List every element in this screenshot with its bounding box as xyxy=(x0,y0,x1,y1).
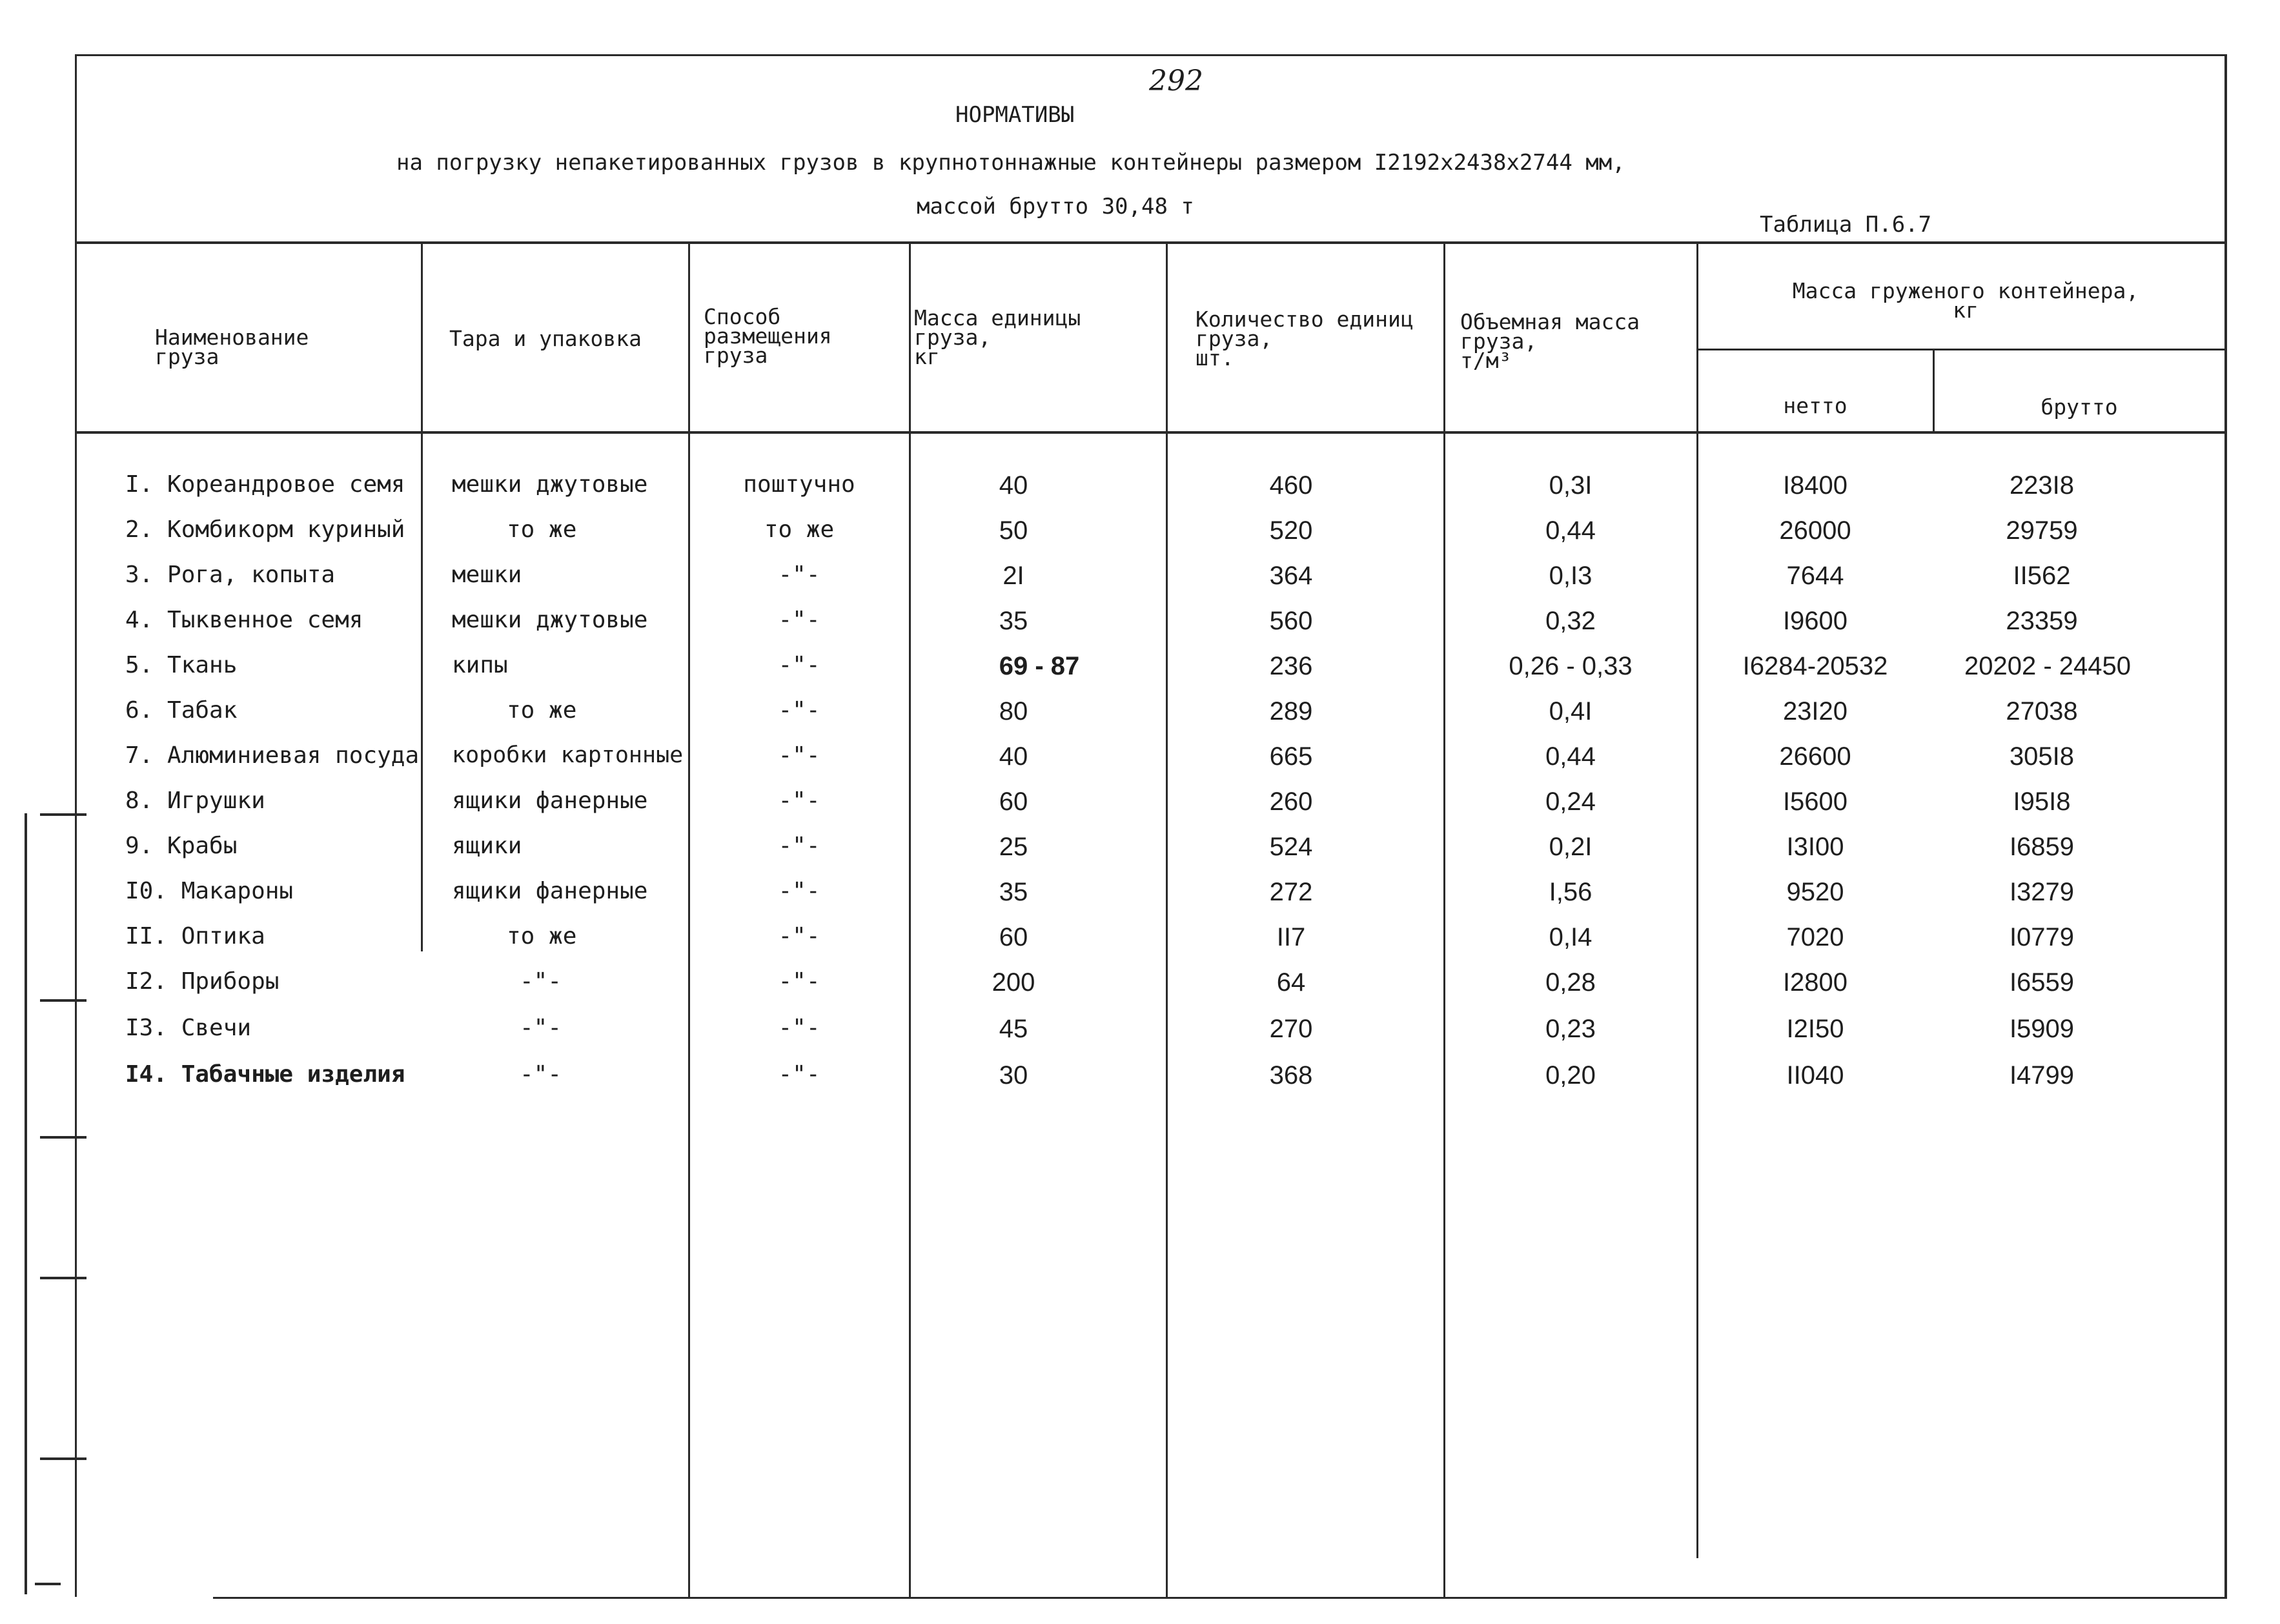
document-title: НОРМАТИВЫ xyxy=(955,102,1075,128)
cell-unit-mass: 2I xyxy=(1003,562,1024,590)
cell-density: 0,I3 xyxy=(1549,562,1593,590)
col-divider-7 xyxy=(1933,349,1935,431)
table-row xyxy=(0,562,2280,600)
cell-cargo-name: I0. Макароны xyxy=(125,878,294,904)
header-placement-method: Способ размещения груза xyxy=(704,304,832,368)
cell-density: 0,44 xyxy=(1545,516,1596,545)
margin-stamp-divider xyxy=(40,1277,87,1279)
header-loaded-mass: Масса груженого контейнера, кг xyxy=(1792,278,2139,323)
cell-count: 270 xyxy=(1269,1015,1313,1043)
table-top-line xyxy=(76,241,2227,244)
cell-density: I,56 xyxy=(1549,878,1593,906)
header-unit-count: Количество единиц груза, шт. xyxy=(1196,307,1414,370)
cell-method: -"- xyxy=(778,697,820,724)
cell-count: 260 xyxy=(1269,787,1313,816)
cell-density: 0,24 xyxy=(1545,787,1596,816)
cell-gross: 305I8 xyxy=(2009,742,2075,771)
cell-gross: I5909 xyxy=(2009,1015,2075,1043)
cell-method: -"- xyxy=(778,923,820,949)
cell-unit-mass: 200 xyxy=(992,968,1035,997)
table-row xyxy=(0,471,2280,510)
cell-gross: I95I8 xyxy=(2013,787,2071,816)
cell-net: I5600 xyxy=(1782,787,1848,816)
cell-packaging: мешки джутовые xyxy=(452,607,648,633)
cell-unit-mass: 30 xyxy=(999,1061,1028,1090)
cell-cargo-name: 5. Ткань xyxy=(125,652,238,678)
margin-stamp-divider xyxy=(40,1457,87,1460)
cell-unit-mass: 35 xyxy=(999,607,1028,635)
table-row xyxy=(0,1015,2280,1053)
table-row xyxy=(0,923,2280,962)
cell-cargo-name: I. Кореандровое семя xyxy=(125,471,405,498)
header-unit-mass: Масса единицы груза, кг xyxy=(914,305,1081,369)
cell-method: -"- xyxy=(778,968,820,995)
cell-unit-mass: 60 xyxy=(999,923,1028,951)
document-subtitle-line1: на погрузку непакетированных грузов в крупнотоннажные контейнеры размером I2192x2438x2744 мм, xyxy=(396,150,1625,176)
cell-packaging: коробки картонные xyxy=(452,742,684,768)
cell-gross: I3279 xyxy=(2009,878,2075,906)
cell-packaging: ящики фанерные xyxy=(452,878,648,904)
table-row xyxy=(0,742,2280,781)
col-divider-2 xyxy=(688,241,690,1597)
table-row xyxy=(0,697,2280,736)
cell-method: -"- xyxy=(778,562,820,588)
cell-net: I8400 xyxy=(1782,471,1848,500)
cell-count: 460 xyxy=(1269,471,1313,500)
cell-method: -"- xyxy=(778,607,820,633)
margin-stamp-divider xyxy=(40,813,87,816)
header-gross: брутто xyxy=(2041,394,2118,420)
cell-count: 560 xyxy=(1269,607,1313,635)
cell-gross: I6559 xyxy=(2009,968,2075,997)
table-row xyxy=(0,968,2280,1007)
cell-density: 0,23 xyxy=(1545,1015,1596,1043)
margin-stamp-divider xyxy=(40,1136,87,1139)
col-divider-4 xyxy=(1166,241,1168,1597)
cell-net: 26600 xyxy=(1779,742,1851,771)
table-row xyxy=(0,833,2280,871)
cell-cargo-name: I3. Свечи xyxy=(125,1015,252,1041)
header-packaging: Тара и упаковка xyxy=(449,326,642,351)
cell-count: 520 xyxy=(1269,516,1313,545)
cell-density: 0,32 xyxy=(1545,607,1596,635)
cell-packaging: -"- xyxy=(520,1015,562,1041)
cell-count: 665 xyxy=(1269,742,1313,771)
cell-method: -"- xyxy=(778,787,820,814)
cell-net: I2I50 xyxy=(1786,1015,1844,1043)
cell-gross: I4799 xyxy=(2009,1061,2075,1090)
cell-density: 0,4I xyxy=(1549,697,1593,726)
cell-unit-mass: 80 xyxy=(999,697,1028,726)
margin-stamp-divider xyxy=(40,999,87,1002)
cell-unit-mass: 40 xyxy=(999,742,1028,771)
cell-packaging: то же xyxy=(507,923,577,949)
cell-density: 0,2I xyxy=(1549,833,1593,861)
table-row xyxy=(0,607,2280,645)
cell-net: 26000 xyxy=(1779,516,1851,545)
cell-net: II040 xyxy=(1786,1061,1844,1090)
cell-packaging: -"- xyxy=(520,1061,562,1088)
cell-net: I3I00 xyxy=(1786,833,1844,861)
cell-gross: I6859 xyxy=(2009,833,2075,861)
margin-stamp-bottom xyxy=(35,1583,61,1585)
cell-count: 364 xyxy=(1269,562,1313,590)
cell-cargo-name: 9. Крабы xyxy=(125,833,238,859)
col-divider-3 xyxy=(909,241,911,1597)
cell-density: 0,26 - 0,33 xyxy=(1509,652,1633,680)
table-row xyxy=(0,516,2280,555)
cell-method: -"- xyxy=(778,878,820,904)
cell-packaging: то же xyxy=(507,697,577,724)
cell-method: то же xyxy=(764,516,835,543)
cell-unit-mass: 25 xyxy=(999,833,1028,861)
cell-cargo-name: 4. Тыквенное семя xyxy=(125,607,363,633)
header-bottom-line xyxy=(76,431,2227,434)
table-label: Таблица П.6.7 xyxy=(1760,212,1932,238)
cell-unit-mass: 45 xyxy=(999,1015,1028,1043)
cell-cargo-name: 2. Комбикорм куриный xyxy=(125,516,405,543)
cell-unit-mass: 69 - 87 xyxy=(999,652,1080,680)
cell-net: 7644 xyxy=(1786,562,1844,590)
cell-packaging: ящики фанерные xyxy=(452,787,648,814)
cell-count: 524 xyxy=(1269,833,1313,861)
cell-net: 7020 xyxy=(1786,923,1844,951)
cell-count: 272 xyxy=(1269,878,1313,906)
cell-gross: 223I8 xyxy=(2009,471,2075,500)
header-subline xyxy=(1696,349,2227,350)
cell-method: -"- xyxy=(778,1015,820,1041)
cell-packaging: -"- xyxy=(520,968,562,995)
cell-net: I6284-20532 xyxy=(1742,652,1888,680)
cell-density: 0,28 xyxy=(1545,968,1596,997)
cell-density: 0,44 xyxy=(1545,742,1596,771)
cell-count: 64 xyxy=(1276,968,1306,997)
cell-method: -"- xyxy=(778,1061,820,1088)
cell-packaging: то же xyxy=(507,516,577,543)
cell-gross: 23359 xyxy=(2006,607,2078,635)
cell-cargo-name: 8. Игрушки xyxy=(125,787,265,814)
cell-net: I2800 xyxy=(1782,968,1848,997)
cell-net: I9600 xyxy=(1782,607,1848,635)
page-number: 292 xyxy=(1149,65,1203,97)
frame-bottom-line xyxy=(213,1597,2227,1599)
header-density: Объемная масса груза, т/м³ xyxy=(1460,309,1640,373)
cell-cargo-name: 6. Табак xyxy=(125,697,238,724)
cell-gross: 29759 xyxy=(2006,516,2078,545)
cell-packaging: кипы xyxy=(452,652,508,678)
cell-net: 23I20 xyxy=(1782,697,1848,726)
cell-method: поштучно xyxy=(743,471,855,498)
header-net: нетто xyxy=(1783,393,1847,418)
table-row xyxy=(0,787,2280,826)
margin-stamp-line xyxy=(25,813,27,1594)
cell-unit-mass: 50 xyxy=(999,516,1028,545)
cell-cargo-name: I4. Табачные изделия xyxy=(125,1061,405,1088)
cell-density: 0,20 xyxy=(1545,1061,1596,1090)
cell-count: 368 xyxy=(1269,1061,1313,1090)
cell-cargo-name: I2. Приборы xyxy=(125,968,280,995)
cell-unit-mass: 40 xyxy=(999,471,1028,500)
cell-cargo-name: 7. Алюминиевая посуда xyxy=(125,742,420,769)
cell-packaging: мешки xyxy=(452,562,522,588)
table-row xyxy=(0,1061,2280,1100)
cell-method: -"- xyxy=(778,742,820,769)
cell-density: 0,3I xyxy=(1549,471,1593,500)
cell-cargo-name: 3. Рога, копыта xyxy=(125,562,336,588)
cell-density: 0,I4 xyxy=(1549,923,1593,951)
cell-packaging: ящики xyxy=(452,833,522,859)
cell-gross: 20202 - 24450 xyxy=(1964,652,2131,680)
table-row xyxy=(0,652,2280,691)
cell-gross: I0779 xyxy=(2009,923,2075,951)
cell-method: -"- xyxy=(778,833,820,859)
cell-unit-mass: 60 xyxy=(999,787,1028,816)
cell-count: 289 xyxy=(1269,697,1313,726)
cell-packaging: мешки джутовые xyxy=(452,471,648,498)
header-cargo-name: Наименование груза xyxy=(155,325,309,369)
document-subtitle-line2: массой брутто 30,48 т xyxy=(917,194,1194,219)
col-divider-5 xyxy=(1443,241,1445,1597)
cell-gross: II562 xyxy=(2013,562,2071,590)
cell-gross: 27038 xyxy=(2006,697,2078,726)
cell-count: 236 xyxy=(1269,652,1313,680)
frame-top-line xyxy=(76,54,2227,56)
table-row xyxy=(0,878,2280,917)
cell-net: 9520 xyxy=(1786,878,1844,906)
cell-count: II7 xyxy=(1276,923,1306,951)
cell-unit-mass: 35 xyxy=(999,878,1028,906)
cell-cargo-name: II. Оптика xyxy=(125,923,265,949)
cell-method: -"- xyxy=(778,652,820,678)
